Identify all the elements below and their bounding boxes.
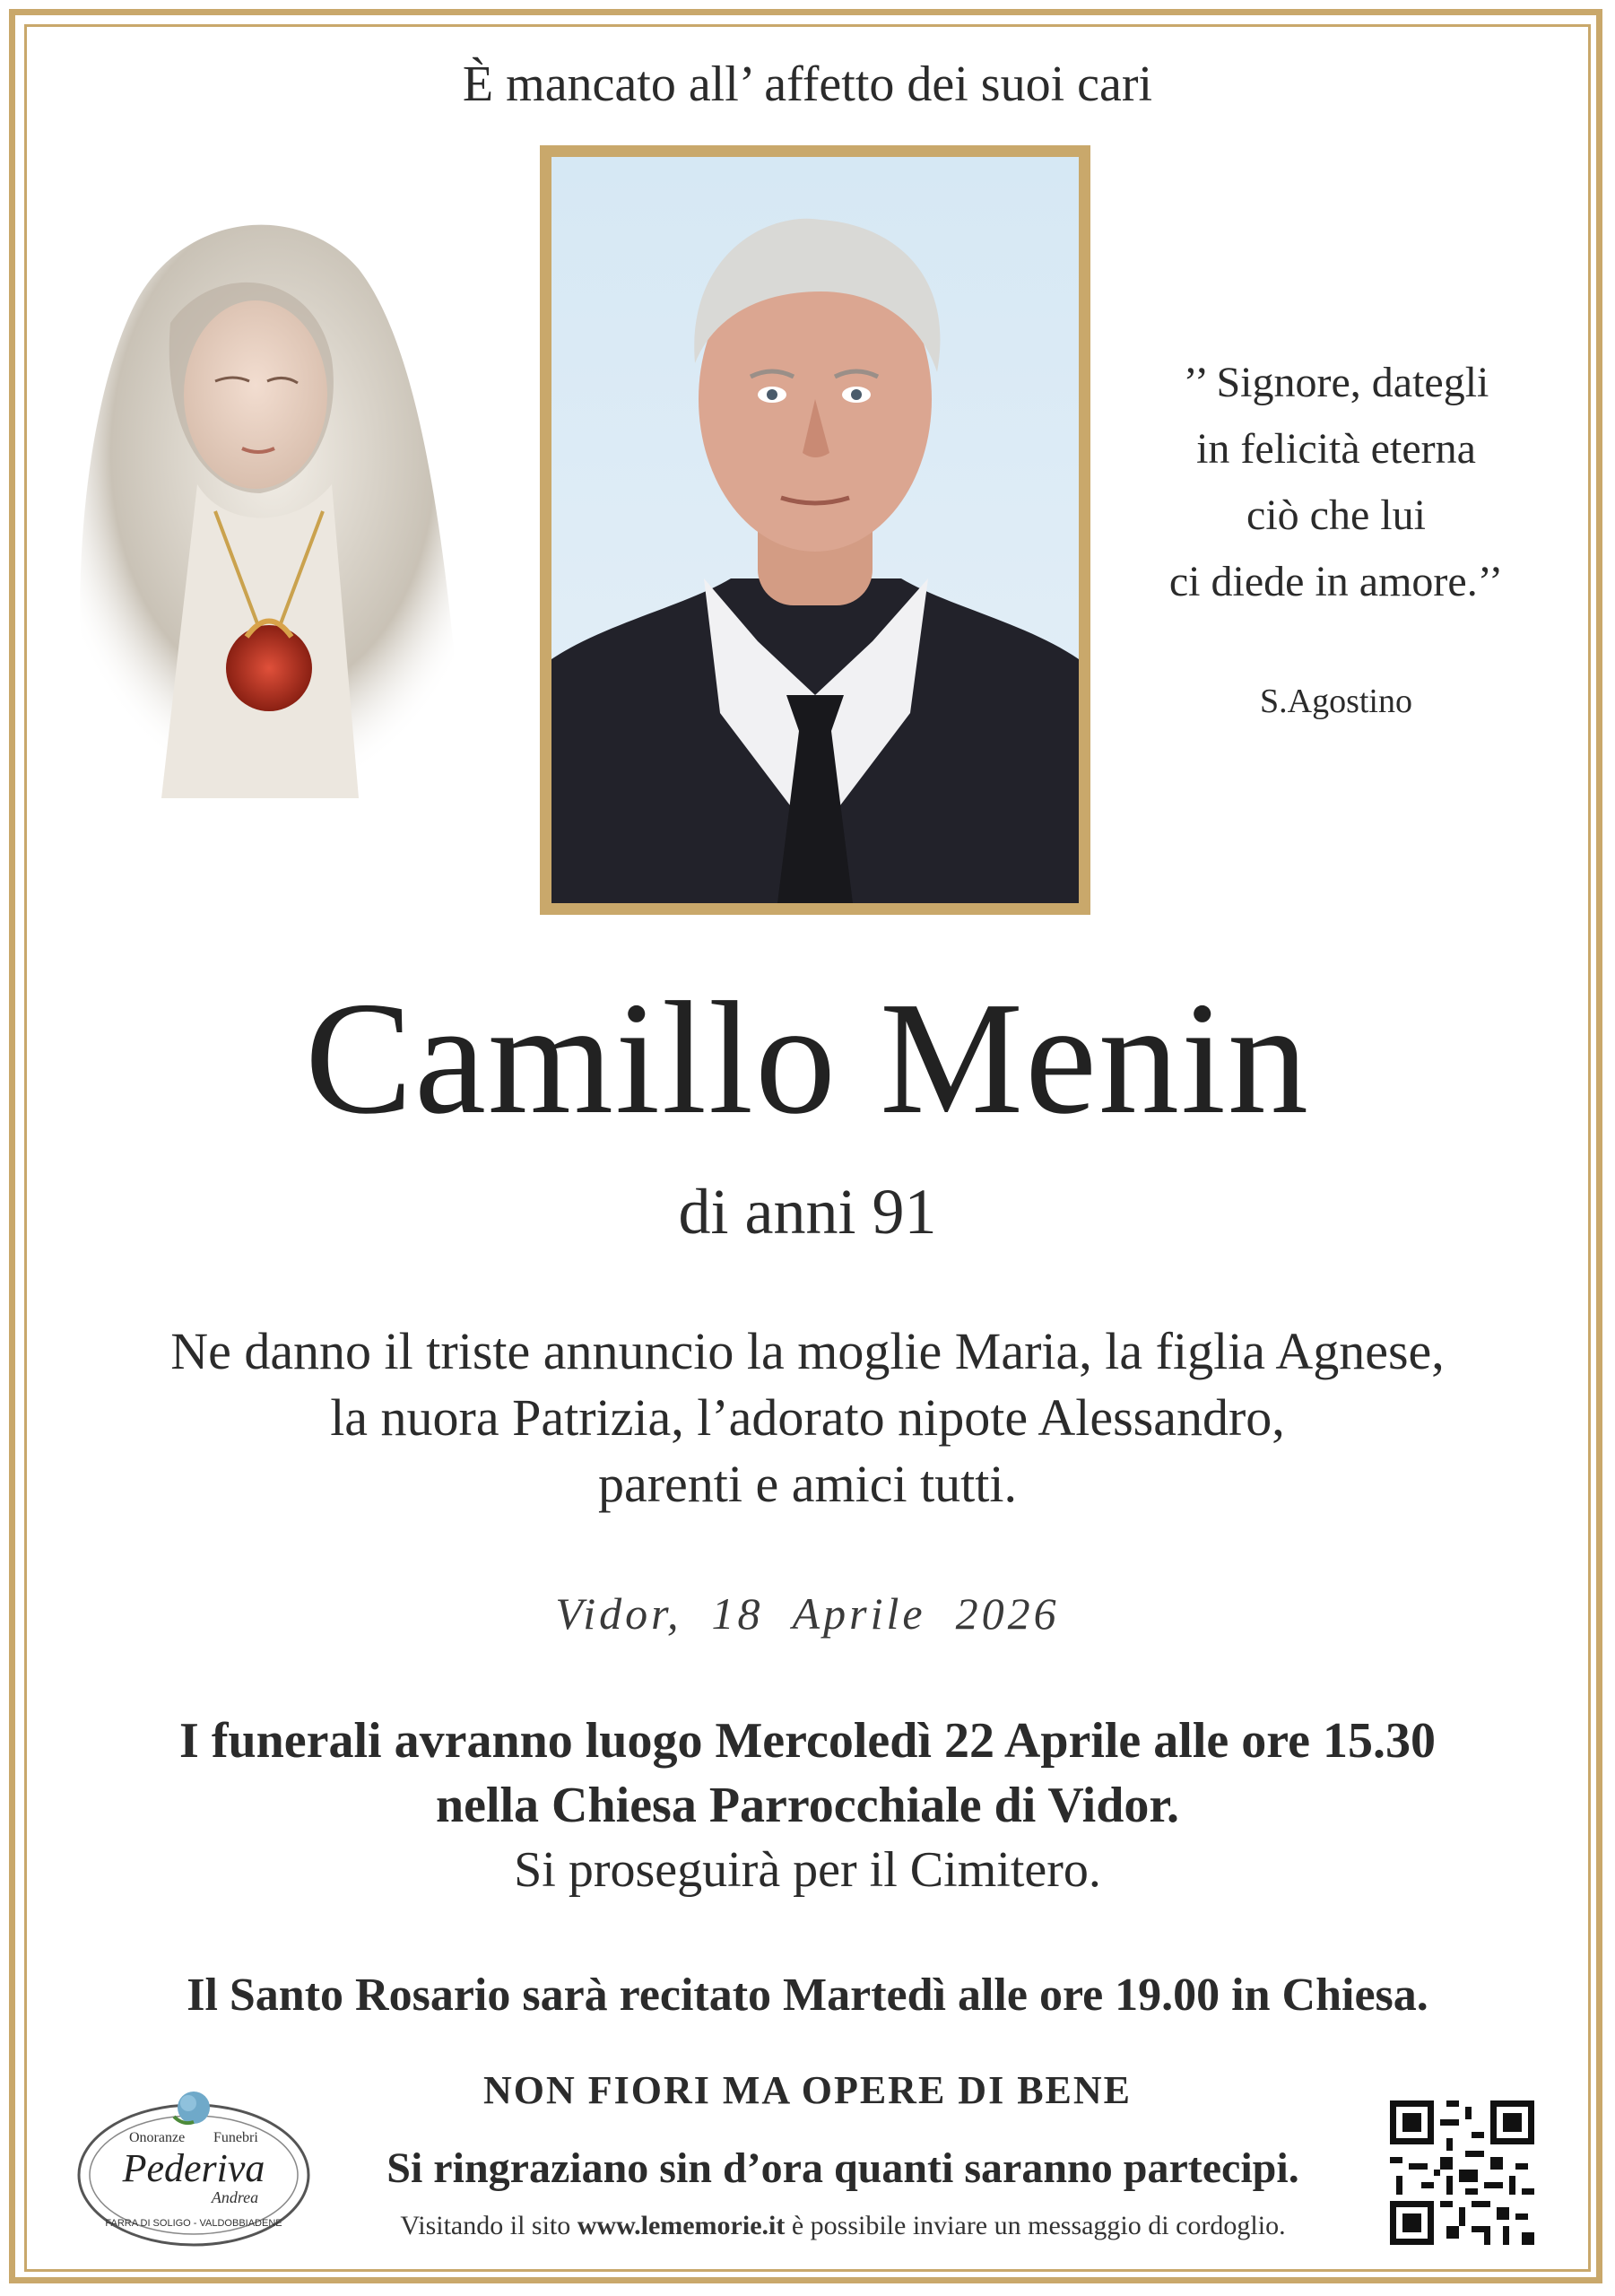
place-date: Vidor, 18 Aprile 2026: [555, 1588, 1060, 1639]
quote-line: ’’ Signore, dategli: [1183, 359, 1489, 406]
quote-line: in felicità eterna: [1196, 425, 1476, 473]
announcement-line: Ne danno il triste annuncio la moglie Maria, la figlia Agnese,: [170, 1322, 1445, 1380]
intro-text: È mancato all’ affetto dei suoi cari: [462, 57, 1153, 112]
madonna-image: [63, 188, 484, 816]
rosary-info: Il Santo Rosario sarà recitato Martedì alle ore 19.00 in Chiesa.: [187, 1970, 1428, 2021]
logo-bottom: FARRA DI SOLIGO - VALDOBBIADENE: [105, 2218, 282, 2229]
announcement-line: la nuora Patrizia, l’adorato nipote Alessandro,: [330, 1388, 1285, 1447]
announcement-line: parenti e amici tutti.: [597, 1455, 1018, 1513]
website-prefix: Visitando il sito: [400, 2211, 571, 2240]
portrait-photo: [551, 157, 1079, 903]
funeral-line-1: I funerali avranno luogo Mercoledì 22 Aprile alle ore 15.30: [179, 1713, 1436, 1769]
quote-author: S.Agostino: [1260, 683, 1412, 720]
website-link[interactable]: www.lememorie.it: [577, 2211, 786, 2240]
deceased-age: di anni 91: [678, 1176, 937, 1248]
funeral-info: [0, 1709, 1615, 1902]
deceased-name: Camillo Menin: [305, 969, 1310, 1147]
announcement-text: [0, 1318, 1615, 1518]
rose-icon: [174, 2092, 210, 2124]
no-flowers-notice: NON FIORI MA OPERE DI BENE: [482, 2068, 1133, 2112]
logo-name: Pederiva: [122, 2146, 265, 2190]
website-notice: [309, 2211, 1376, 2241]
logo-top-right: Funebri: [213, 2130, 258, 2145]
website-suffix: è possibile inviare un messaggio di cordoglio.: [791, 2211, 1286, 2240]
funeral-home-logo: [74, 2090, 314, 2251]
portrait-frame: [540, 145, 1090, 915]
quote-line: ci diede in amore.’’: [1168, 558, 1504, 605]
quote-line: ciò che lui: [1246, 491, 1426, 539]
funeral-line-2: nella Chiesa Parrocchiale di Vidor.: [435, 1778, 1180, 1833]
funeral-line-3: Si proseguirà per il Cimitero.: [514, 1842, 1101, 1898]
logo-top-left: Onoranze: [129, 2130, 186, 2145]
logo-first-name: Andrea: [211, 2188, 259, 2206]
quote-block: [1103, 350, 1569, 615]
qr-code-icon[interactable]: [1384, 2094, 1541, 2251]
thanks-text: Si ringraziano sin d’ora quanti saranno partecipi.: [386, 2144, 1299, 2192]
